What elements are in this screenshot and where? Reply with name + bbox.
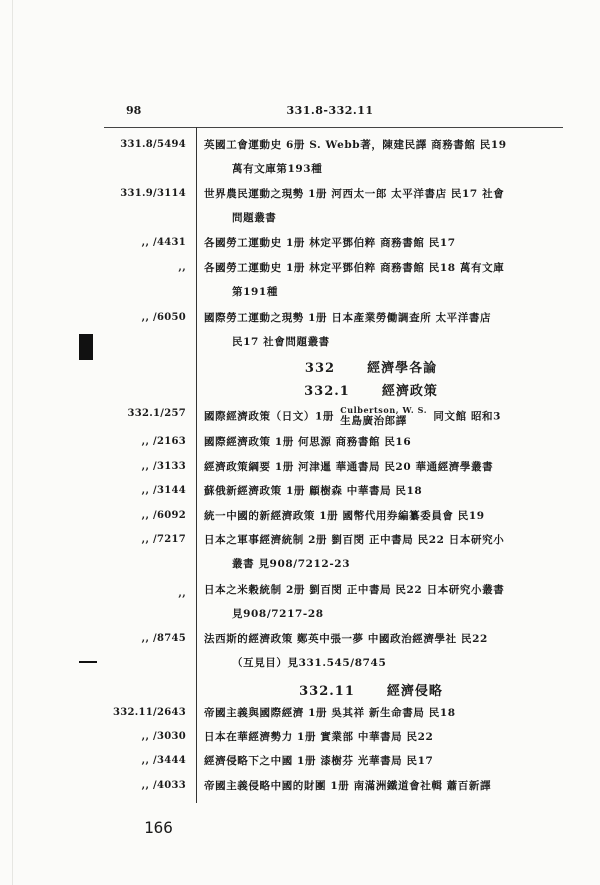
entry-line: 經濟侵略下之中國 1册 漆樹芬 光華書局 民17: [204, 755, 434, 767]
margin-line-mark: [79, 661, 97, 663]
entry-text: [204, 582, 562, 630]
page-edge: [12, 0, 13, 885]
entry-text: [204, 186, 562, 234]
call-number: ,, /8745: [141, 633, 186, 644]
call-number: ,, /4033: [141, 780, 186, 791]
margin-tab-mark: [79, 334, 93, 360]
section-title: 經濟侵略: [386, 684, 443, 699]
call-number: ,, /7217: [141, 534, 186, 545]
entry-line: 蘇俄新經濟政策 1册 顧樹森 中華書局 民18: [204, 485, 423, 497]
entry-line: 民17 社會問題叢書: [232, 336, 330, 348]
author-name: Culbertson, W. S.: [340, 405, 428, 415]
class-range: 331.8-332.11: [286, 104, 374, 117]
column-rule: [196, 127, 197, 803]
entry-text: [204, 532, 562, 580]
entry-line: 萬有文庫第193種: [232, 163, 323, 175]
section-heading: [196, 680, 546, 699]
entry-line: 經濟政策綱要 1册 河津暹 華通書局 民20 華通經濟學叢書: [204, 461, 494, 473]
entry-line: 帝國主義侵略中國的財團 1册 南滿洲鐵道會社輯 蕭百新譯: [204, 780, 492, 792]
entry-text: [204, 459, 562, 483]
entry-line: 叢書 見908/7212-23: [232, 558, 351, 570]
call-number: ,, /3133: [141, 461, 186, 472]
entry-line: 日本之軍事經濟統制 2册 劉百閔 正中書局 民22 日本研究小: [204, 534, 505, 546]
entry-text: [204, 235, 562, 259]
entry-text: [204, 310, 562, 358]
page-number: 98: [126, 104, 142, 117]
section-title: 經濟學各論: [367, 361, 438, 376]
entry-text: [204, 260, 562, 308]
entry-text: [204, 406, 562, 427]
entry-text: [204, 483, 562, 507]
entry-text: [204, 705, 562, 729]
call-number: ,, /2163: [141, 436, 186, 447]
call-number: 332.11/2643: [112, 707, 186, 718]
section-title: 經濟政策: [381, 384, 438, 399]
entry-text: [204, 434, 562, 458]
entry-text: [204, 137, 562, 185]
translator-name: 生島廣治郎譯: [340, 415, 407, 427]
entry-line: （互見目）見331.545/8745: [232, 657, 387, 669]
entry-line: 英國工會運動史 6册 S. Webb著，陳建民譯 商務書館 民19: [204, 139, 507, 151]
entry-line: 問題叢書: [232, 212, 277, 224]
entry-line: 日本之米穀統制 2册 劉百閔 正中書局 民22 日本研究小叢書: [204, 584, 505, 596]
call-number: ,, /4431: [141, 237, 186, 248]
running-head: [0, 104, 600, 120]
call-number: ,, /3030: [141, 731, 186, 742]
entry-line: 各國勞工運動史 1册 林定平鄧伯粹 商務書館 民17: [204, 237, 456, 249]
entry-line: 見908/7217-28: [232, 608, 324, 620]
section-number: 332.1: [304, 384, 350, 399]
entry-line: 國際勞工運動之現勢 1册 日本產業勞働調查所 太平洋書店: [204, 312, 492, 324]
entry-line: 國際經濟政策 1册 何思源 商務書館 民16: [204, 436, 412, 448]
entry-text: [204, 508, 562, 532]
page-label: 166: [144, 818, 173, 837]
section-heading: [196, 380, 546, 399]
call-number: ,, /3444: [141, 755, 186, 766]
entry-line: 各國勞工運動史 1册 林定平鄧伯粹 商務書館 民18 萬有文庫: [204, 262, 505, 274]
entry-line: 第191種: [232, 286, 278, 298]
section-number: 332.11: [299, 684, 355, 699]
call-number: 331.8/5494: [120, 139, 186, 150]
call-number: ,, /6050: [141, 312, 186, 323]
header-rule: [104, 127, 563, 128]
entry-line: 日本在華經濟勢力 1册 實業部 中華書局 民22: [204, 731, 434, 743]
author-translator-stack: [340, 406, 427, 427]
call-number: ,,: [178, 588, 186, 599]
entry-line: 帝國主義與國際經濟 1册 吳其祥 新生命書局 民18: [204, 707, 456, 719]
entry-text: [204, 778, 562, 802]
section-heading: [196, 357, 546, 376]
entry-line: 同文館 昭和3: [433, 410, 502, 423]
entry-line: 法西斯的經濟政策 鄭英中張一夢 中國政治經濟學社 民22: [204, 633, 488, 645]
entry-text: [204, 729, 562, 753]
call-number: 331.9/3114: [120, 188, 186, 199]
call-number: ,, /3144: [141, 485, 186, 496]
call-number: ,,: [178, 262, 186, 273]
entry-text: [204, 631, 562, 679]
call-number: ,, /6092: [141, 510, 186, 521]
entry-line: 統一中國的新經濟政策 1册 國幣代用券編纂委員會 民19: [204, 510, 485, 522]
call-number: 332.1/257: [127, 408, 186, 419]
entry-line: 國際經濟政策（日文）1册: [204, 410, 335, 423]
section-number: 332: [304, 361, 336, 376]
entry-text: [204, 753, 562, 777]
entry-line: 世界農民運動之現勢 1册 河西太一郎 太平洋書店 民17 社會: [204, 188, 505, 200]
